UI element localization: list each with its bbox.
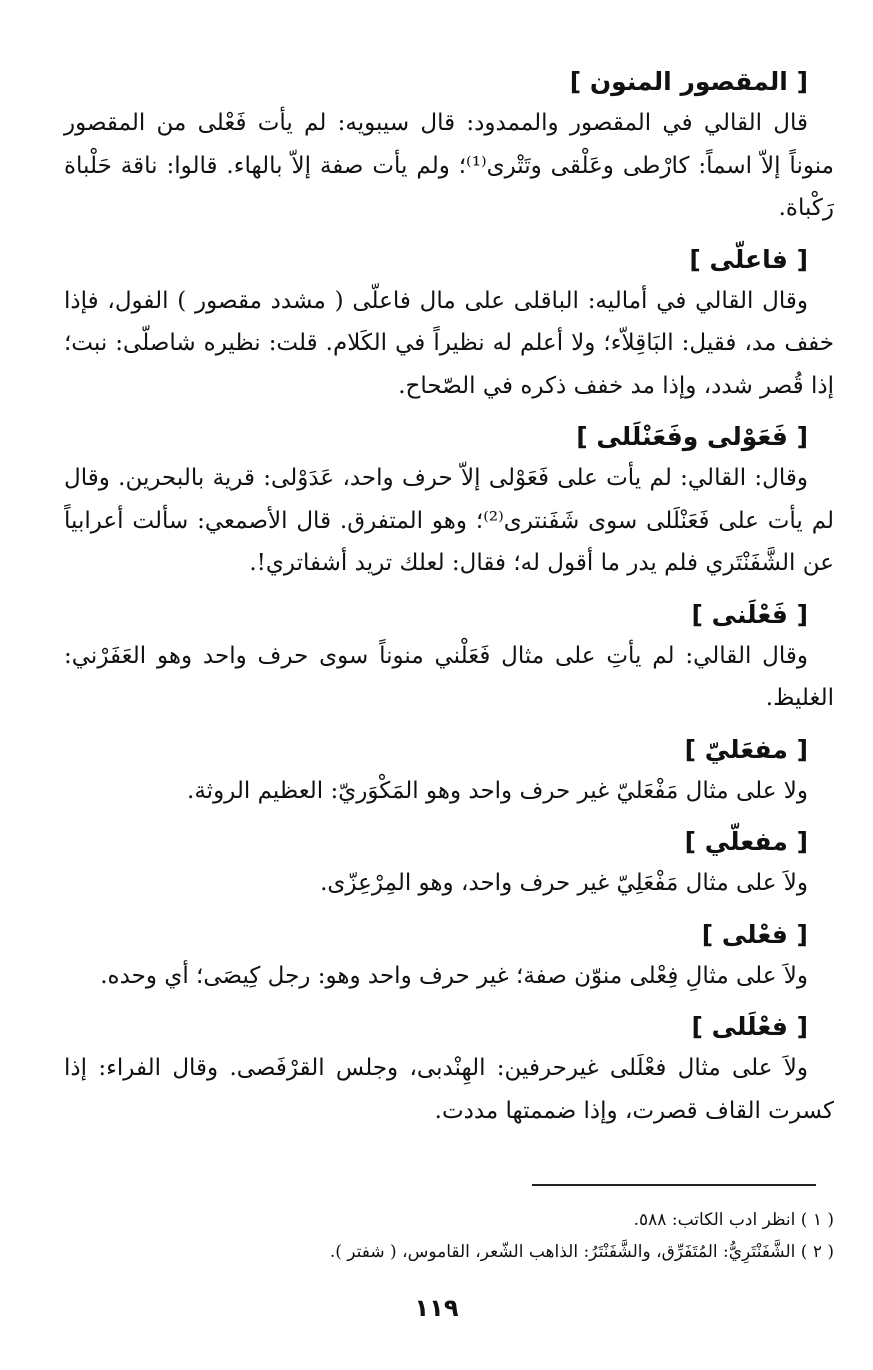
section-paragraph: ولا على مثال مَفْعَليّ غير حرف واحد وهو المَكْوَريّ: العظيم الروثة. [187, 777, 808, 804]
section-heading: [ مفعلّي ] [684, 827, 808, 856]
page-body [64, 62, 834, 1132]
section-filala [64, 1007, 834, 1132]
section-paragraph: ولاَ على مثالِ فِعْلى منوّن صفة؛ غير حرف واحد وهو: رجل كِيصَى؛ أي وحده. [100, 962, 808, 989]
footnote-2: ( ٢ ) الشَّفَنْتَرِيُّ: المُتَفَرِّق، والشَّفَنْتَرُ: الذاهب الشّعر، القاموس، ( شفتر ). [329, 1242, 834, 1262]
section-paragraph: وقال القالي: لم يأتِ على مثال فَعَلْني منوناً سوى حرف واحد وهو العَفَرْني: الغليظ. [64, 642, 834, 711]
section-falana [64, 595, 834, 720]
section-heading: [ فعْلى ] [701, 919, 808, 949]
section-heading: [ فعْلَلى ] [691, 1012, 808, 1041]
section-mafaliyy [64, 730, 834, 813]
section-paragraph: قال القالي في المقصور والممدود: قال سيبويه: لم يأت فَعْلى من المقصور منوناً إلاّ اسماً: كارْطى وعَلْقى وتَتْرى⁽¹⁾؛ ولم يأت صفة إلاّ بالهاء. قالوا: ناقة حَلْباة رَكْباة. [64, 110, 834, 221]
section-heading: [ مفعَليّ ] [684, 734, 808, 764]
section-heading: [ المقصور المنون ] [569, 67, 808, 96]
section-paragraph: ولاَ على مثال مَفْعَلِيّ غير حرف واحد، وهو المِرْعِزّى. [320, 870, 808, 896]
page-number: ١١٩ [414, 1294, 459, 1322]
section-mifilli [64, 822, 834, 905]
section-heading: [ فَعَوْلى وفَعَنْلَلى ] [576, 422, 808, 451]
footnote-1: ( ١ ) انظر ادب الكاتب: ٥٨٨. [633, 1210, 834, 1230]
section-paragraph: ولاَ على مثال فعْلَلى غيرحرفين: الهِنْدبى، وجلس القرْفَصى. وقال الفراء: إذا كسرت القاف قصرت، وإذا ضممتها مددت. [64, 1055, 834, 1124]
section-maqsur-munawwan [64, 62, 834, 230]
footnotes [64, 1204, 834, 1268]
section-paragraph: وقال: القالي: لم يأت على فَعَوْلى إلاّ حرف واحد، عَدَوْلى: قرية بالبحرين. وقال لم يأت على فَعَنْلَلى سوى شَفَنترى⁽²⁾؛ وهو المتفرق. قال الأصمعي: سألت أعرابياً عن الشَّفَنْتَري فلم يدر ما أقول له؛ فقال: لعلك تريد أشفاتري!. [64, 465, 835, 576]
section-fila [64, 915, 834, 998]
section-paragraph: وقال القالي في أماليه: الباقلى على مال فاعلّى ( مشدد مقصور ) الفول، فإذا خفف مد، فقيل: البَاقِلاّء؛ ولا أعلم له نظيراً في الكَلام. قلت: نظيره شاصلّى: نبت؛ إذا قُصر شدد، وإذا مد خفف ذكره في الصّحاح. [64, 287, 834, 399]
section-heading: [ فاعلّى ] [689, 244, 808, 274]
section-faawla [64, 417, 834, 585]
footnote-divider [532, 1184, 816, 1186]
section-faalla [64, 240, 834, 408]
section-heading: [ فَعْلَنى ] [691, 599, 808, 629]
